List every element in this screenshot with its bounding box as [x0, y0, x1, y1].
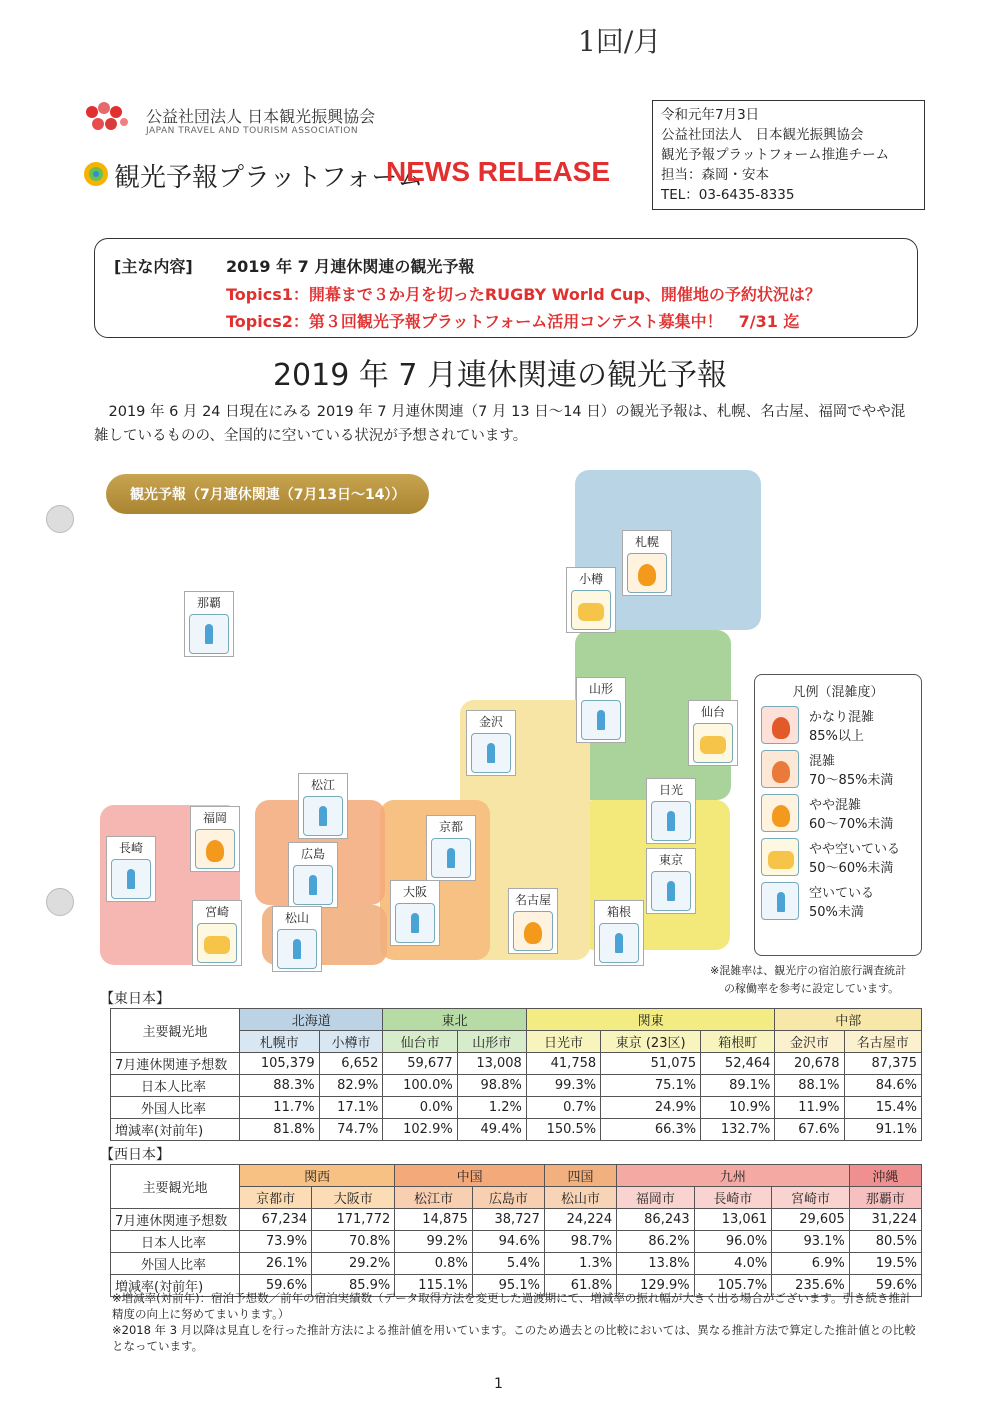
table-row — [111, 1231, 922, 1253]
cell: 86,243 — [617, 1209, 695, 1231]
cell: 24.9% — [601, 1097, 701, 1119]
cell: 0.8% — [395, 1253, 473, 1275]
cell: 20,678 — [775, 1053, 844, 1075]
region-header: 関東 — [526, 1009, 775, 1031]
uncrowded-icon — [471, 733, 511, 773]
cell: 49.4% — [457, 1119, 526, 1141]
city-label: 東京 — [658, 853, 683, 867]
cell: 91.1% — [844, 1119, 921, 1141]
cell: 52,464 — [701, 1053, 775, 1075]
legend-range: 60〜70%未満 — [809, 817, 894, 832]
cell: 1.3% — [544, 1253, 616, 1275]
city-label: 名古屋 — [514, 893, 551, 907]
region-header: 沖縄 — [849, 1165, 921, 1187]
handwritten-note: 1回/月 — [578, 25, 662, 58]
city-header: 仙台市 — [383, 1031, 457, 1053]
city-marker-nikko[interactable] — [646, 778, 696, 844]
cell: 102.9% — [383, 1119, 457, 1141]
cell: 98.7% — [544, 1231, 616, 1253]
summary-label: [主な内容] — [114, 257, 193, 276]
cell: 59.6% — [849, 1275, 921, 1297]
region-header: 九州 — [617, 1165, 850, 1187]
city-header: 大阪市 — [312, 1187, 395, 1209]
city-header: 広島市 — [472, 1187, 544, 1209]
city-marker-kanazawa[interactable] — [466, 710, 516, 776]
cell: 132.7% — [701, 1119, 775, 1141]
row-label: 増減率(対前年) — [111, 1275, 240, 1297]
cell: 74.7% — [319, 1119, 383, 1141]
uncrowded-icon — [431, 838, 471, 878]
cell: 51,075 — [601, 1053, 701, 1075]
cell: 11.7% — [240, 1097, 320, 1119]
city-label: 箱根 — [606, 905, 631, 919]
city-header: 宮崎市 — [772, 1187, 850, 1209]
city-header: 京都市 — [240, 1187, 312, 1209]
row-label: 7月連休関連予想数 — [111, 1053, 240, 1075]
map-note-1: ※混雑率は、観光庁の宿泊旅行調査統計 — [710, 964, 907, 977]
city-header: 小樽市 — [319, 1031, 383, 1053]
cell: 4.0% — [694, 1253, 772, 1275]
region-header: 中国 — [395, 1165, 545, 1187]
city-header: 東京 (23区) — [601, 1031, 701, 1053]
row-label: 外国人比率 — [111, 1253, 240, 1275]
city-header: 札幌市 — [240, 1031, 320, 1053]
legend-range: 50%未満 — [809, 905, 864, 920]
page-number: 1 — [494, 1376, 503, 1392]
cell: 93.1% — [772, 1231, 850, 1253]
city-header: 山形市 — [457, 1031, 526, 1053]
city-marker-sapporo[interactable] — [622, 530, 672, 596]
info-team: 観光予報プラットフォーム推進チーム — [661, 147, 890, 163]
cell: 85.9% — [312, 1275, 395, 1297]
row-label: 7月連休関連予想数 — [111, 1209, 240, 1231]
west-japan-label: 【西日本】 — [100, 1147, 170, 1163]
topic-1: Topics1：開幕まで３か月を切ったRUGBY World Cup、開催地の予約状況は？ — [226, 285, 821, 304]
cell: 171,772 — [312, 1209, 395, 1231]
cell: 5.4% — [472, 1253, 544, 1275]
somewhat-crowded-icon — [513, 911, 553, 951]
legend-range: 70〜85%未満 — [809, 773, 894, 788]
info-org: 公益社団法人 日本観光振興協会 — [661, 127, 864, 143]
cell: 67,234 — [240, 1209, 312, 1231]
city-marker-otaru[interactable] — [566, 567, 616, 633]
somewhat-empty-icon — [761, 838, 799, 876]
uncrowded-icon — [303, 796, 343, 836]
legend-title: 凡例（混雑度） — [792, 685, 884, 700]
city-header: 箱根町 — [701, 1031, 775, 1053]
cell: 96.0% — [694, 1231, 772, 1253]
city-marker-nagasaki[interactable] — [106, 836, 156, 902]
cell: 13,008 — [457, 1053, 526, 1075]
uncrowded-icon — [599, 923, 639, 963]
city-marker-sendai[interactable] — [688, 700, 738, 766]
congestion-legend — [754, 674, 922, 956]
cell: 59.6% — [240, 1275, 312, 1297]
news-release-title: NEWS RELEASE — [386, 156, 611, 187]
city-marker-yamagata[interactable] — [576, 677, 626, 743]
city-label: 長崎 — [118, 841, 143, 855]
legend-item-somewhat-empty — [761, 838, 915, 876]
cell: 80.5% — [849, 1231, 921, 1253]
cell: 14,875 — [395, 1209, 473, 1231]
release-date: 令和元年7月3日 — [661, 107, 760, 123]
city-label: 山形 — [588, 682, 613, 696]
city-label: 日光 — [658, 783, 683, 797]
city-marker-miyazaki[interactable] — [192, 900, 242, 966]
legend-item-somewhat-crowded — [761, 794, 915, 832]
cell: 24,224 — [544, 1209, 616, 1231]
city-label: 大阪 — [402, 885, 427, 899]
city-label: 京都 — [438, 820, 463, 834]
city-marker-hiroshima[interactable] — [288, 842, 338, 908]
footnote-1: ※増減率(対前年)：宿泊予想数／前年の宿泊実績数（データ取得方法を変更した過渡期にて、増減率の振れ幅が大きく出る場合がございます。引き続き推計精度の向上に努めてまいります。） — [112, 1291, 912, 1321]
cell: 98.8% — [457, 1075, 526, 1097]
cell: 41,758 — [526, 1053, 600, 1075]
row-label: 増減率(対前年) — [111, 1119, 240, 1141]
city-label: 広島 — [300, 847, 325, 861]
cell: 59,677 — [383, 1053, 457, 1075]
uncrowded-icon — [395, 903, 435, 943]
city-header: 那覇市 — [849, 1187, 921, 1209]
intro-paragraph: 2019 年 6 月 24 日現在にみる 2019 年 7 月連休関連（7 月 13 日〜14 日）の観光予報は、札幌、名古屋、福岡でやや混雑しているものの、全国的に空いている状況が予想されています。 — [94, 404, 906, 444]
city-marker-nagoya[interactable] — [508, 888, 558, 954]
region-header: 関西 — [240, 1165, 395, 1187]
legend-item-very-crowded — [761, 706, 915, 744]
uncrowded-icon — [651, 801, 691, 841]
cell: 19.5% — [849, 1253, 921, 1275]
cell: 0.7% — [526, 1097, 600, 1119]
page-title: 2019 年 7 月連休関連の観光予報 — [272, 358, 728, 393]
cell: 105,379 — [240, 1053, 320, 1075]
topic-2: Topics2：第３回観光予報プラットフォーム活用コンテスト募集中！ 7/31 迄 — [226, 312, 800, 331]
very-crowded-icon — [761, 706, 799, 744]
cell: 95.1% — [472, 1275, 544, 1297]
city-label: 小樽 — [578, 572, 603, 586]
cell: 6.9% — [772, 1253, 850, 1275]
cell: 94.6% — [472, 1231, 544, 1253]
city-header: 長崎市 — [694, 1187, 772, 1209]
city-label: 福岡 — [202, 811, 227, 825]
legend-item-empty — [761, 882, 915, 920]
somewhat-empty-icon — [693, 723, 733, 763]
region-header: 中部 — [775, 1009, 922, 1031]
legend-label: 混雑 — [809, 754, 836, 769]
somewhat-empty-icon — [197, 923, 237, 963]
cell: 15.4% — [844, 1097, 921, 1119]
city-marker-hakone[interactable] — [594, 900, 644, 966]
forecast-period-pill: 観光予報（7月連休関連（7月13日〜14）） — [106, 474, 429, 514]
summary-main: 2019 年 7 月連休関連の観光予報 — [226, 257, 475, 276]
cell: 13.8% — [617, 1253, 695, 1275]
row-label: 日本人比率 — [111, 1231, 240, 1253]
platform-logo-icon — [82, 160, 110, 192]
info-phone: TEL：03-6435-8335 — [661, 187, 795, 203]
footnote-2: ※2018 年 3 月以降は見直しを行った推計方法による推計値を用いています。このため過去との比較においては、異なる推計方法で算定した推計値との比較となっています。 — [112, 1323, 916, 1353]
cell: 10.9% — [701, 1097, 775, 1119]
region-header: 東北 — [383, 1009, 526, 1031]
cell: 235.6% — [772, 1275, 850, 1297]
uncrowded-icon — [293, 865, 333, 905]
cell: 70.8% — [312, 1231, 395, 1253]
city-marker-matsuyama[interactable] — [272, 906, 322, 972]
city-marker-osaka[interactable] — [390, 880, 440, 946]
legend-label: 空いている — [809, 886, 875, 901]
city-label: 那覇 — [196, 596, 221, 610]
cell: 29,605 — [772, 1209, 850, 1231]
region-header: 北海道 — [240, 1009, 383, 1031]
cell: 105.7% — [694, 1275, 772, 1297]
uncrowded-icon — [651, 871, 691, 911]
cell: 6,652 — [319, 1053, 383, 1075]
crowded-icon — [761, 750, 799, 788]
cell: 17.1% — [319, 1097, 383, 1119]
legend-label: かなり混雑 — [809, 710, 875, 725]
cell: 99.3% — [526, 1075, 600, 1097]
table-row — [111, 1119, 922, 1141]
city-header: 名古屋市 — [844, 1031, 921, 1053]
cell: 81.8% — [240, 1119, 320, 1141]
row-label: 外国人比率 — [111, 1097, 240, 1119]
org-name-en: JAPAN TRAVEL AND TOURISM ASSOCIATION — [146, 126, 359, 136]
city-marker-kyoto[interactable] — [426, 815, 476, 881]
org-logo — [82, 98, 132, 142]
legend-item-crowded — [761, 750, 915, 788]
map-note-2: の稼働率を参考に設定しています。 — [724, 982, 900, 995]
org-name-jp: 公益社団法人 日本観光振興協会 — [146, 107, 376, 126]
city-label: 宮崎 — [204, 905, 229, 919]
city-marker-matsue[interactable] — [298, 773, 348, 839]
table-row — [111, 1053, 922, 1075]
table-corner: 主要観光地 — [111, 1165, 240, 1209]
city-label: 松江 — [310, 778, 335, 792]
uncrowded-icon — [189, 614, 229, 654]
legend-range: 85%以上 — [809, 729, 864, 744]
cell: 0.0% — [383, 1097, 457, 1119]
somewhat-empty-icon — [571, 590, 611, 630]
cell: 150.5% — [526, 1119, 600, 1141]
cell: 13,061 — [694, 1209, 772, 1231]
legend-range: 50〜60%未満 — [809, 861, 894, 876]
cell: 61.8% — [544, 1275, 616, 1297]
city-label: 札幌 — [634, 535, 659, 549]
row-label: 日本人比率 — [111, 1075, 240, 1097]
city-marker-fukuoka[interactable] — [190, 806, 240, 872]
city-label: 仙台 — [700, 705, 725, 719]
cell: 87,375 — [844, 1053, 921, 1075]
east-japan-label: 【東日本】 — [100, 991, 170, 1007]
city-label: 松山 — [284, 911, 309, 925]
city-header: 金沢市 — [775, 1031, 844, 1053]
cell: 88.3% — [240, 1075, 320, 1097]
cell: 100.0% — [383, 1075, 457, 1097]
city-marker-tokyo[interactable] — [646, 848, 696, 914]
city-header: 松江市 — [395, 1187, 473, 1209]
table-corner: 主要観光地 — [111, 1009, 240, 1053]
uncrowded-icon — [277, 929, 317, 969]
cell: 82.9% — [319, 1075, 383, 1097]
cell: 73.9% — [240, 1231, 312, 1253]
info-contact-person: 担当：森岡・安本 — [661, 167, 769, 183]
cell: 38,727 — [472, 1209, 544, 1231]
cell: 66.3% — [601, 1119, 701, 1141]
cell: 11.9% — [775, 1097, 844, 1119]
cell: 99.2% — [395, 1231, 473, 1253]
punch-hole-top — [46, 505, 74, 533]
uncrowded-icon — [111, 859, 151, 899]
cell: 89.1% — [701, 1075, 775, 1097]
somewhat-crowded-icon — [627, 553, 667, 593]
cell: 31,224 — [849, 1209, 921, 1231]
cell: 86.2% — [617, 1231, 695, 1253]
platform-title: 観光予報プラットフォーム — [114, 163, 424, 193]
city-label: 金沢 — [478, 715, 503, 729]
contact-info-box — [652, 100, 925, 210]
cell: 129.9% — [617, 1275, 695, 1297]
city-header: 松山市 — [544, 1187, 616, 1209]
somewhat-crowded-icon — [195, 829, 235, 869]
cell: 1.2% — [457, 1097, 526, 1119]
cell: 84.6% — [844, 1075, 921, 1097]
legend-label: やや混雑 — [809, 798, 862, 813]
east-japan-table — [110, 1008, 922, 1141]
somewhat-crowded-icon — [761, 794, 799, 832]
uncrowded-icon — [761, 882, 799, 920]
legend-label: やや空いている — [809, 842, 901, 857]
cell: 88.1% — [775, 1075, 844, 1097]
cell: 115.1% — [395, 1275, 473, 1297]
west-japan-table — [110, 1164, 922, 1297]
table-row — [111, 1253, 922, 1275]
table-row — [111, 1075, 922, 1097]
uncrowded-icon — [581, 700, 621, 740]
cell: 67.6% — [775, 1119, 844, 1141]
cell: 26.1% — [240, 1253, 312, 1275]
table-row — [111, 1097, 922, 1119]
cell: 29.2% — [312, 1253, 395, 1275]
city-marker-naha[interactable] — [184, 591, 234, 657]
region-header: 四国 — [544, 1165, 616, 1187]
punch-hole-bottom — [46, 888, 74, 916]
cell: 75.1% — [601, 1075, 701, 1097]
city-header: 日光市 — [526, 1031, 600, 1053]
table-row — [111, 1209, 922, 1231]
city-header: 福岡市 — [617, 1187, 695, 1209]
